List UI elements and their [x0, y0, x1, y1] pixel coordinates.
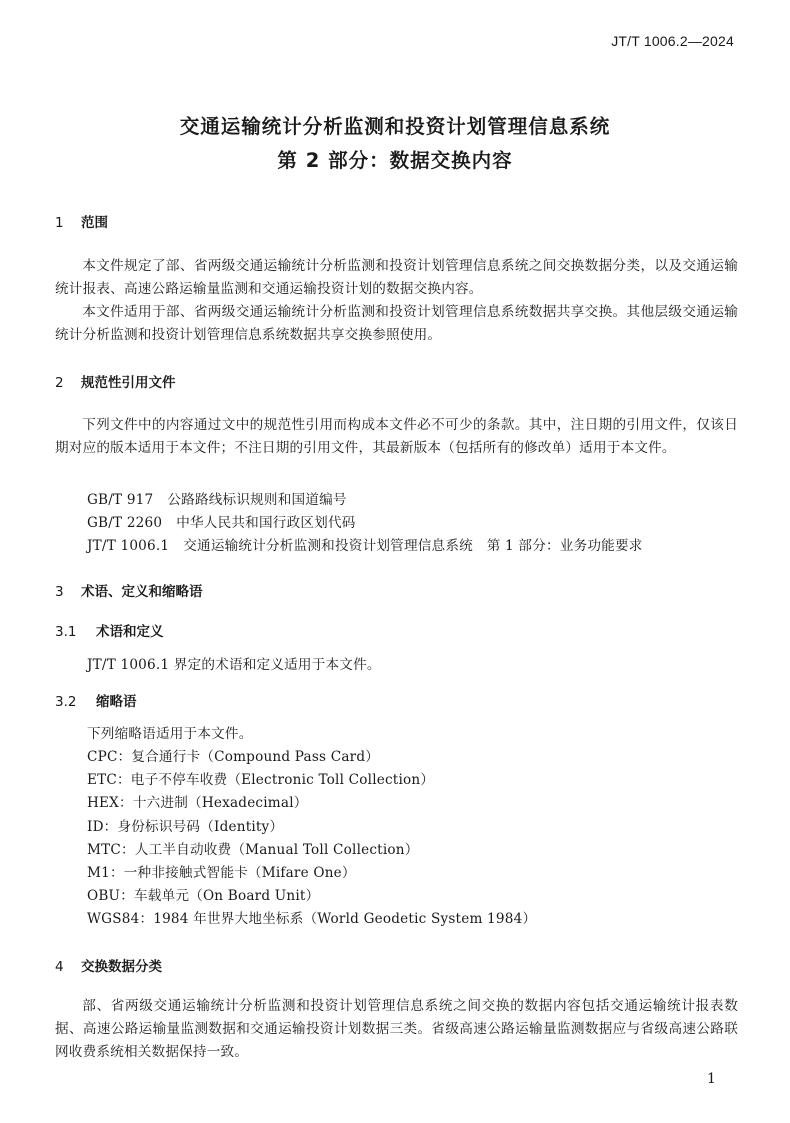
paragraph: 本文件适用于部、省两级交通运输统计分析监测和投资计划管理信息系统数据共享交换。其他层级交通运输统计分析监测和投资计划管理信息系统数据共享交换参照使用。 — [55, 304, 738, 343]
section-title: 交换数据分类 — [81, 959, 162, 975]
document-subtitle: 第 2 部分：数据交换内容 — [277, 149, 513, 172]
section-number: 1 — [55, 215, 64, 231]
reference-item — [87, 534, 643, 554]
section-number: 3.2 — [55, 694, 77, 710]
reference-item — [87, 488, 347, 508]
abbreviation-item: OBU：车载单元（On Board Unit） — [87, 888, 320, 904]
reference-title: 公路路线标识规则和国道编号 — [167, 492, 347, 508]
section-title: 术语、定义和缩略语 — [81, 584, 203, 600]
paragraph: JT/T 1006.1 界定的术语和定义适用于本文件。 — [87, 657, 381, 673]
section-1-heading — [55, 211, 108, 231]
abbreviation-item: MTC：人工半自动收费（Manual Toll Collection） — [87, 842, 419, 858]
paragraph: 本文件规定了部、省两级交通运输统计分析监测和投资计划管理信息系统之间交换数据分类，以及交通运输统计报表、高速公路运输量监测和交通运输投资计划的数据交换内容。 — [55, 258, 738, 297]
section-number: 3.1 — [55, 624, 77, 640]
standard-code: JT/T 1006.2—2024 — [611, 33, 734, 49]
reference-title: 中华人民共和国行政区划代码 — [176, 515, 356, 531]
section-number: 3 — [55, 584, 64, 600]
section-number: 4 — [55, 959, 64, 975]
section-3-heading — [55, 580, 203, 600]
section-title: 术语和定义 — [96, 624, 164, 640]
section-title: 缩略语 — [96, 694, 137, 710]
section-title: 范围 — [81, 215, 108, 231]
reference-code: GB/T 917 — [87, 492, 154, 508]
paragraph: 部、省两级交通运输统计分析监测和投资计划管理信息系统之间交换的数据内容包括交通运输统计报表数据、高速公路运输量监测数据和交通运输投资计划数据三类。省级高速公路运输量监测数据应与省级高速公路联网收费系统相关数据保持一致。 — [55, 998, 738, 1060]
abbreviation-item: CPC：复合通行卡（Compound Pass Card） — [87, 749, 380, 765]
paragraph: 下列缩略语适用于本文件。 — [87, 726, 253, 742]
reference-code: JT/T 1006.1 — [87, 538, 170, 554]
reference-item — [87, 511, 356, 531]
section-4-heading — [55, 955, 162, 975]
paragraph: 下列文件中的内容通过文中的规范性引用而构成本文件必不可少的条款。其中，注日期的引用文件，仅该日期对应的版本适用于本文件；不注日期的引用文件，其最新版本（包括所有的修改单）适用于本文件。 — [55, 417, 738, 456]
abbreviation-item: ID：身份标识号码（Identity） — [87, 819, 284, 835]
section-title: 规范性引用文件 — [81, 375, 176, 391]
abbreviation-item: ETC：电子不停车收费（Electronic Toll Collection） — [87, 772, 435, 788]
abbreviation-item: M1：一种非接触式智能卡（Mifare One） — [87, 865, 356, 881]
reference-code: GB/T 2260 — [87, 515, 163, 531]
reference-title: 交通运输统计分析监测和投资计划管理信息系统 第 1 部分：业务功能要求 — [183, 538, 643, 554]
abbreviation-item: HEX：十六进制（Hexadecimal） — [87, 795, 308, 811]
section-3-2-heading — [55, 690, 137, 710]
section-3-1-heading — [55, 620, 164, 640]
abbreviation-item: WGS84：1984 年世界大地坐标系（World Geodetic System 1984） — [87, 911, 537, 927]
section-2-heading — [55, 371, 176, 391]
document-title: 交通运输统计分析监测和投资计划管理信息系统 — [179, 115, 611, 138]
page-number: 1 — [707, 1071, 716, 1087]
section-number: 2 — [55, 375, 64, 391]
